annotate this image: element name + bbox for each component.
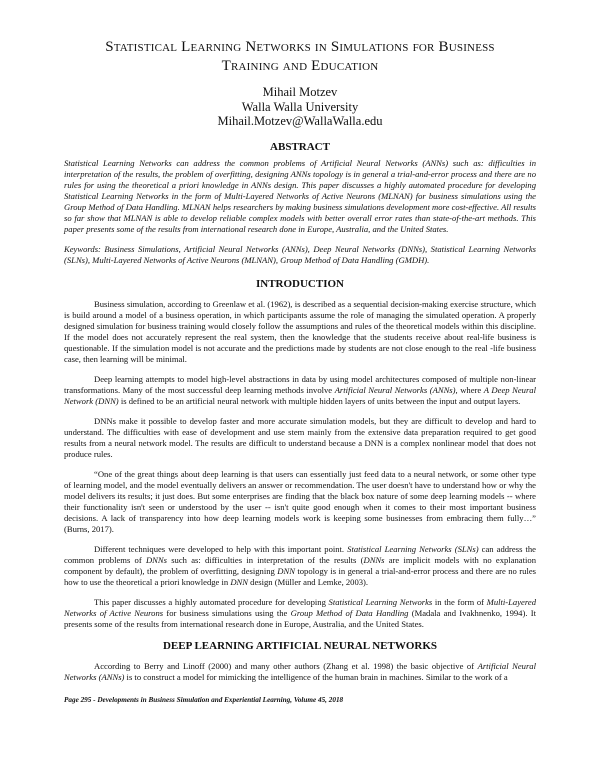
body-text: is defined to be an artificial neural network with multiple hidden layers of units between the input and output layers. [118,395,521,406]
italic-text: Statistical Learning Networks [328,596,433,607]
title-line-1: Statistical Learning Networks in Simulations for Business [105,39,495,55]
author-affiliation: Walla Walla University [241,99,359,114]
italic-text: Artificial Neural Networks (ANNs), [334,384,458,395]
paragraph [64,661,536,683]
introduction-section [64,299,536,630]
body-text: where [457,384,484,395]
abstract-section [64,158,536,235]
introduction-heading: INTRODUCTION [255,277,344,290]
body-text: topology is in general a trial-and-error process and there are no rules how to use the theoretical a priori knowledge in [64,565,536,587]
body-text: DNNs make it possible to develop faster and more accurate simulation models, but they are difficult to develop and hard to understand. The difficulties with ease of development and use stem mainly from the extensive data preparation required to get good results from a neural network model. The results are difficult to understand because a DNN is a complex nonlinear model that does not produce rules. [64,415,536,459]
author-block [64,85,536,129]
paragraph [64,374,536,407]
author-email: Mihail.Motzev@WallaWalla.edu [217,114,383,128]
abstract-heading: ABSTRACT [270,140,330,153]
body-text: in the form of [432,596,487,607]
page-footer: Page 295 - Developments in Business Simulation and Experiential Learning, Volume 45, 2018 [64,695,344,704]
paragraph [64,158,536,235]
italic-text: DNN [230,576,249,587]
deep-learning-section [64,661,536,683]
title-line-2: Training and Education [221,58,379,74]
keywords-section [64,244,536,266]
body-text: design (Müller and Lemke, 2003). [248,576,369,587]
body-text: can address the common problems of [64,543,536,565]
italic-text: Keywords: Business Simulations, Artificial Neural Networks (ANNs), Deep Neural Networks (DNNs), Statistical Learning Networks (SLNs), Multi-Layered Networks of Active Neurons (MLNAN), Group Method of Data Handling (GMDH). [64,243,536,265]
italic-text: DNNs [145,554,167,565]
paragraph [64,469,536,535]
paper-title [64,38,536,76]
italic-text: Statistical Learning Networks (SLNs) [347,543,479,554]
body-text: According to Berry and Linoff (2000) and many other authors (Zhang et al. 1998) the basic objective of [94,660,478,671]
body-text: such as: difficulties in interpretation of the results ( [166,554,364,565]
deep-learning-heading: DEEP LEARNING ARTIFICIAL NEURAL NETWORKS [162,639,438,652]
body-text: “One of the great things about deep learning is that users can essentially just feed data to a neural network, or some other type of learning model, and the model eventually delivers an answer or recommendation. The user doesn't have to understand how or why the model delivers its results; it just does. But some enterprises are finding that the black box nature of some deep learning models -- where their functionality isn't seen or understood by the user -- isn't quite good enough when it comes to their most important business decisions. A lack of transparency into how deep learning models work is keeping some businesses from embracing them fully…” (Burns, 2017). [64,468,536,534]
author-name: Mihail Motzev [262,85,338,99]
body-text: This paper discusses a highly automated procedure for developing [94,596,329,607]
body-text: is to construct a model for mimicking the intelligence of the human brain in machines. Similar to the work of a [124,671,508,682]
body-text: (Madala and Ivakhnenko, 1994). It presents some of the results from international research done in Europe, Australia, and the United States. [64,607,536,629]
body-text: Deep learning attempts to model high-level abstractions in data by using model architectures composed of multiple non-linear transformations. Many of the most successful deep learning methods involve [64,373,536,395]
paragraph [64,299,536,365]
italic-text: Multi-Layered Networks of Active Neurons [64,596,536,618]
paragraph [64,597,536,630]
body-text: Business simulation, according to Greenlaw et al. (1962), is described as a sequential decision-making exercise structure, which is build around a model of a business operation, in which participants assume the role of managing the simulated operation. A properly designed simulation for business training would closely follow the assumptions and rules of the theoretical models within this discipline. If the model does not accurately represent the real system, then the knowledge that the students receive about real-life business is questionable. If the simulation model is not accurate and the predictions made by students are not close enough to the real -life business case, then learning will be minimal. [64,298,536,364]
italic-text: Artificial Neural Networks (ANNs) [64,660,536,682]
italic-text: Group Method of Data Handling [290,607,409,618]
paragraph [64,416,536,460]
italic-text: Statistical Learning Networks can address the common problems of Artificial Neural Networks (ANNs) such as: difficulties in interpretation of the results, the problem of overfitting, designing ANNs topology is in general a trial-and-error process and there are no rules for using the theoretical a priori knowledge in ANNs design. This paper discusses a highly automated procedure for developing Statistical Learning Networks in the form of Multi-Layered Networks of Active Neurons (MLNAN) for business simulations using the Group Method of Data Handling. MLNAN helps researchers by making business simulations development more cost-effective. All results so far show that MLNAN is able to develop reliable complex models with better overall error rates than state-of-the-art methods. This paper presents some of the results from international research done in Europe, Australia, and the United States. [64,157,536,234]
body-text: for business simulations using the [163,607,291,618]
body-text: Different techniques were developed to help with this important point. [94,543,348,554]
paragraph [64,544,536,588]
body-text: are implicit models with no explanation component by default), the problem of overfitting, designing [64,554,536,576]
italic-text: A Deep Neural Network (DNN) [64,384,536,406]
italic-text: DNNs [363,554,385,565]
paragraph [64,244,536,266]
italic-text: DNN [277,565,295,576]
